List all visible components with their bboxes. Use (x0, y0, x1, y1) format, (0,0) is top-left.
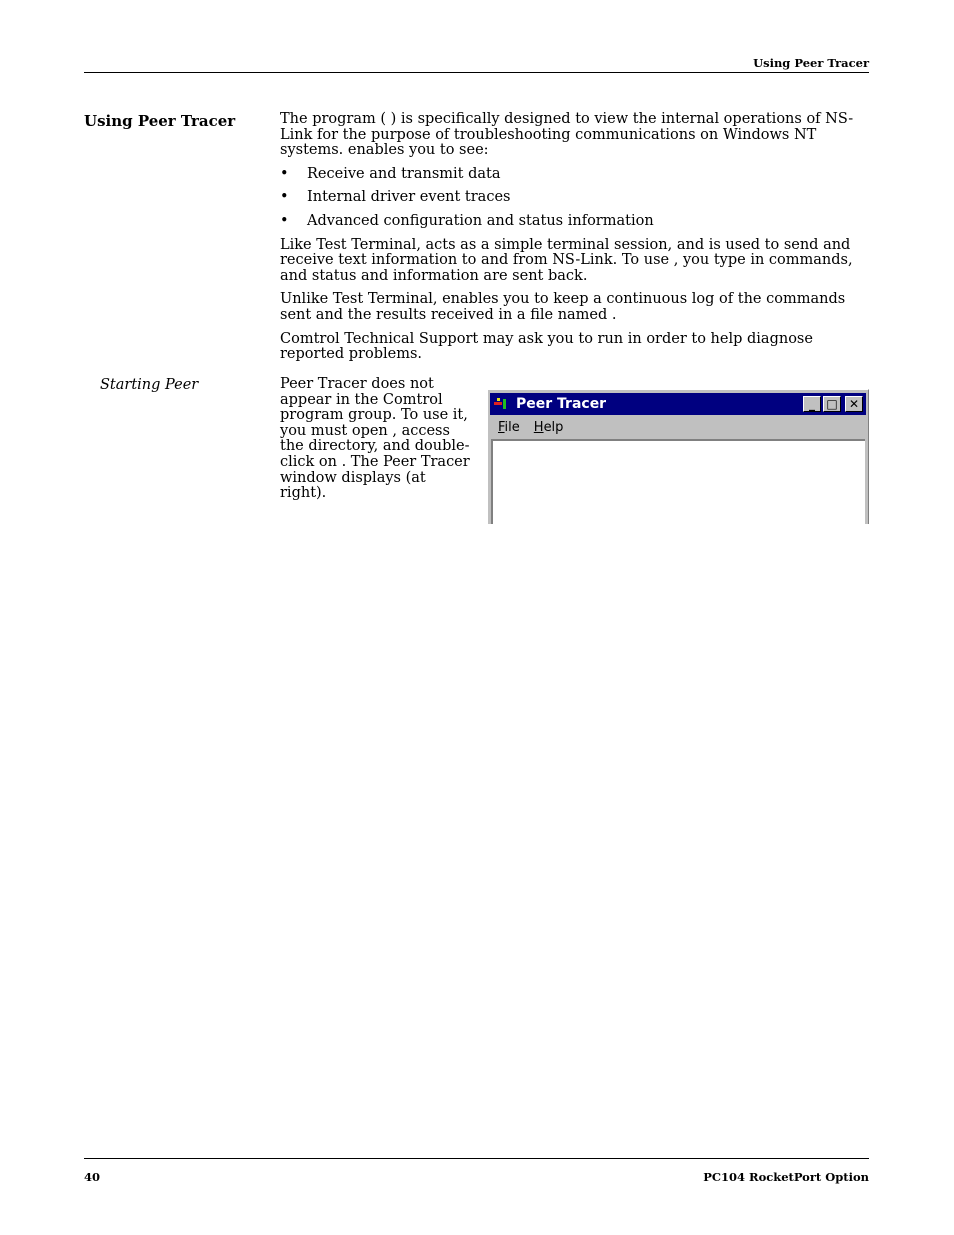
like-paragraph: Like Test Terminal, acts as a simple terminal session, and is used to send and receive text information to and from NS-Link. To use , you type in commands, and status and information are sent back. (280, 236, 853, 284)
unlike-paragraph: Unlike Test Terminal, enables you to keep a continuous log of the commands sent and the results received in a file named . (280, 291, 846, 323)
peer-tracer-app-icon (494, 396, 512, 412)
page-number: 40 (84, 1170, 101, 1184)
minimize-button[interactable]: _ (803, 396, 821, 412)
window-title: Peer Tracer (516, 396, 607, 412)
list-item: • Advanced configuration and status information (280, 212, 654, 229)
window-titlebar[interactable] (490, 393, 866, 415)
bullet-icon: • (280, 189, 289, 206)
section-heading: Using Peer Tracer (84, 112, 236, 130)
peer-tracer-window (487, 389, 869, 524)
starting-paragraph: Peer Tracer does not appear in the Comtrol program group. To use it, you must open , access the directory, and double-click on . The Peer Tracer window displays (at right). (280, 376, 470, 502)
running-header: Using Peer Tracer (753, 56, 869, 70)
list-item: • Receive and transmit data (280, 165, 501, 182)
bullet-icon: • (280, 212, 289, 229)
window-client-area[interactable] (491, 439, 865, 524)
feature-list (280, 167, 870, 230)
footer-doc-title: PC104 RocketPort Option (703, 1170, 869, 1184)
intro-paragraph: The program ( ) is specifically designed to view the internal operations of NS-Link for the purpose of troubleshooting communications on Windows NT systems. enables you to see: (280, 111, 854, 159)
menu-file[interactable]: File (498, 419, 520, 435)
starting-body (280, 377, 475, 502)
maximize-button[interactable]: □ (823, 396, 841, 412)
starting-heading: Starting Peer (100, 377, 199, 393)
close-button[interactable]: ✕ (845, 396, 863, 412)
window-menubar (490, 416, 866, 438)
section-body (280, 112, 870, 371)
list-item: • Internal driver event traces (280, 189, 511, 206)
menu-help[interactable]: Help (533, 419, 564, 435)
header-rule (84, 72, 869, 73)
support-paragraph: Comtrol Technical Support may ask you to run in order to help diagnose reported problems. (280, 330, 813, 363)
bullet-icon: • (280, 165, 289, 182)
footer-rule (84, 1158, 869, 1159)
